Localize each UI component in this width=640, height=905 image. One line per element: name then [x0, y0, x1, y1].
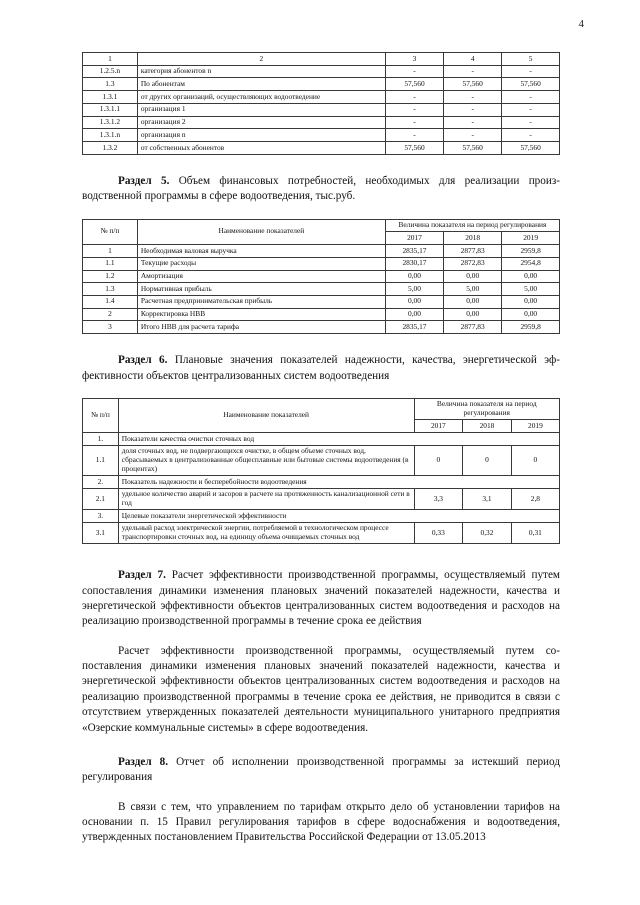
header-year-2017: 2017	[414, 420, 463, 433]
row-name: Показатели качества очистки сточных вод	[118, 433, 559, 446]
row-name: удельный расход электрической энергии, потребляемой в технологическом процессе транспортировки сточных вод, на единицу объема очищаемых сточных вод	[118, 522, 414, 543]
row-number: 1.3	[83, 283, 138, 296]
cell-2019: -	[502, 129, 560, 142]
cell-2017: 57,560	[385, 78, 443, 91]
table-row	[83, 142, 560, 155]
cell-2018: -	[444, 103, 502, 116]
spacer	[82, 630, 560, 644]
cell-2017: -	[385, 103, 443, 116]
row-number: 3.	[83, 510, 119, 523]
cell-2018: 3,1	[463, 488, 512, 509]
cell-2019: -	[502, 91, 560, 104]
cell-2019: 57,560	[502, 78, 560, 91]
section-7-heading	[82, 568, 560, 629]
table-row	[83, 488, 560, 509]
row-name: Целевые показатели энергетической эффективности	[118, 510, 559, 523]
cell-2019: 0	[511, 445, 559, 475]
table-row	[83, 129, 560, 142]
spacer	[82, 544, 560, 568]
row-number: 1.3.1	[83, 91, 138, 104]
section-8-paragraph: В связи с тем, что управлением по тарифам открыто дело об установлении тарифов на основании п. 15 Правил регулирования тарифов в сфере водоснабжения и водоотведения, утвержденных постановлением Правительства Российской Федерации от 13.05.2013	[82, 800, 560, 844]
cell-2017: -	[385, 91, 443, 104]
column-header: 5	[502, 53, 560, 66]
section-5-heading-text: Объем финансовых потребностей, необходимых для реализации производственной программы в сфере водоотведения, тыс.руб.	[82, 174, 561, 203]
header-no: № п/п	[83, 398, 119, 432]
cell-2017: -	[385, 129, 443, 142]
table-group-row	[83, 510, 560, 523]
row-number: 1.4	[83, 295, 138, 308]
cell-2019: 2959,8	[502, 245, 560, 258]
row-number: 1.3.2	[83, 142, 138, 155]
cell-2018: 0	[463, 445, 512, 475]
cell-2017: 2835,17	[385, 321, 443, 334]
cell-2017: 0,00	[385, 270, 443, 283]
row-number: 1.	[83, 433, 119, 446]
cell-2018: -	[444, 91, 502, 104]
row-name: организация 2	[137, 116, 385, 129]
column-header: 4	[444, 53, 502, 66]
spacer	[82, 155, 560, 174]
row-number: 1.1	[83, 257, 138, 270]
column-header: 1	[83, 53, 138, 66]
page-number: 4	[578, 18, 584, 30]
cell-2018: -	[444, 65, 502, 78]
table-row	[83, 445, 560, 475]
row-name: от собственных абонентов	[137, 142, 385, 155]
table-row	[83, 270, 560, 283]
section-5-heading	[82, 174, 560, 205]
cell-2018: -	[444, 129, 502, 142]
header-year-2018: 2018	[444, 232, 502, 245]
table-row	[83, 245, 560, 258]
section-6-heading	[82, 353, 560, 384]
section-7-paragraph: Расчет эффективности производственной программы, осуществляемый путем сопоставления динамики изменения плановых значений показателей надежности, качества и энергетической эффективности объектов централизованных систем водоотведения и расходов на реализацию производственной программы в течение срока ее действия, не приводится в связи с отсутствием утвержденных показателей деятельности муниципального унитарного предприятия «Озерские коммунальные системы» в сфере водоотведения.	[82, 644, 560, 734]
header-value-period: Величина показателя на период регулирования	[385, 219, 559, 232]
cell-2019: -	[502, 103, 560, 116]
column-header: 3	[385, 53, 443, 66]
cell-2018: 0,00	[444, 295, 502, 308]
column-header: 2	[137, 53, 385, 66]
cell-2017: 0,00	[385, 308, 443, 321]
spacer	[82, 736, 560, 755]
cell-2017: 2835,17	[385, 245, 443, 258]
row-name: По абонентам	[137, 78, 385, 91]
row-number: 2	[83, 308, 138, 321]
cell-2018: 2877,83	[444, 321, 502, 334]
header-year-2019: 2019	[511, 420, 559, 433]
row-number: 3	[83, 321, 138, 334]
cell-2018: 5,00	[444, 283, 502, 296]
table-row	[83, 257, 560, 270]
section-7-heading-text: Расчет эффективности производственной программы, осуществляемый путем сопоставления динамики изменения плановых значений показателей надежности, качества и энергетической эффективности объектов централизованных систем водоотведения и расходов на реализацию производственной программы в течение срока ее действия	[82, 569, 560, 628]
cell-2017: 57,560	[385, 142, 443, 155]
cell-2018: 2877,83	[444, 245, 502, 258]
row-name: удельное количество аварий и засоров в расчете на протяженность канализационной сети в год	[118, 488, 414, 509]
header-indicator-name: Наименование показателей	[118, 398, 414, 432]
row-number: 1.2	[83, 270, 138, 283]
row-number: 3.1	[83, 522, 119, 543]
cell-2017: -	[385, 116, 443, 129]
table-financial-needs	[82, 219, 560, 335]
cell-2018: 57,560	[444, 142, 502, 155]
row-name: Текущие расходы	[137, 257, 385, 270]
header-no: № п/п	[83, 219, 138, 244]
row-number: 2.	[83, 476, 119, 489]
table-header-row	[83, 219, 560, 232]
spacer	[82, 205, 560, 219]
cell-2019: 0,00	[502, 270, 560, 283]
row-number: 1.3	[83, 78, 138, 91]
row-name: от других организаций, осуществляющих водоотведение	[137, 91, 385, 104]
spacer	[82, 384, 560, 398]
row-name: доля сточных вод, не подвергающихся очистке, в общем объеме сточных вод, сбрасываемых в централизованные общесплавные или бытовые системы водоотведения (в процентах)	[118, 445, 414, 475]
section-7-label: Раздел 7.	[118, 569, 166, 582]
cell-2019: 0,00	[502, 295, 560, 308]
page-content	[82, 52, 560, 846]
header-year-2017: 2017	[385, 232, 443, 245]
cell-2018: 0,00	[444, 270, 502, 283]
table-abonenty-continued	[82, 52, 560, 155]
row-name: Корректировка НВВ	[137, 308, 385, 321]
cell-2019: 5,00	[502, 283, 560, 296]
section-8-heading	[82, 755, 560, 786]
header-year-2018: 2018	[463, 420, 512, 433]
cell-2019: 0,31	[511, 522, 559, 543]
spacer	[82, 334, 560, 353]
table-row	[83, 103, 560, 116]
table-row	[83, 91, 560, 104]
header-indicator-name: Наименование показателей	[137, 219, 385, 244]
cell-2018: 57,560	[444, 78, 502, 91]
table-row	[83, 116, 560, 129]
header-year-2019: 2019	[502, 232, 560, 245]
table-row	[83, 321, 560, 334]
cell-2017: 5,00	[385, 283, 443, 296]
row-name: Показатель надежности и бесперебойности водоотведения	[118, 476, 559, 489]
table-row	[83, 295, 560, 308]
row-name: Необходимая валовая выручка	[137, 245, 385, 258]
table-row	[83, 78, 560, 91]
table-row	[83, 283, 560, 296]
cell-2019: -	[502, 116, 560, 129]
section-5-label: Раздел 5.	[118, 174, 170, 187]
table-header-row	[83, 398, 560, 419]
cell-2019: 57,560	[502, 142, 560, 155]
cell-2018: 0,32	[463, 522, 512, 543]
table-header-row	[83, 53, 560, 66]
row-number: 1.2.5.n	[83, 65, 138, 78]
cell-2019: 0,00	[502, 308, 560, 321]
row-name: Амортизация	[137, 270, 385, 283]
row-number: 1.3.1.1	[83, 103, 138, 116]
cell-2018: -	[444, 116, 502, 129]
table-reliability-indicators	[82, 398, 560, 545]
cell-2019: 2,8	[511, 488, 559, 509]
section-8-label: Раздел 8.	[118, 755, 169, 768]
spacer	[82, 786, 560, 800]
row-name: Нормативная прибыль	[137, 283, 385, 296]
cell-2017: 3,3	[414, 488, 463, 509]
section-6-heading-text: Плановые значения показателей надежности, качества, энергетической эффективности объектов централизованных систем водоотведения	[82, 354, 560, 382]
row-number: 1.3.1.2	[83, 116, 138, 129]
row-number: 1.3.1.n	[83, 129, 138, 142]
table-group-row	[83, 476, 560, 489]
cell-2019: 2954,8	[502, 257, 560, 270]
row-name: Итого НВВ для расчета тарифа	[137, 321, 385, 334]
table-row	[83, 522, 560, 543]
cell-2017: 0,33	[414, 522, 463, 543]
cell-2019: -	[502, 65, 560, 78]
cell-2017: 2830,17	[385, 257, 443, 270]
row-number: 1.1	[83, 445, 119, 475]
cell-2018: 0,00	[444, 308, 502, 321]
row-name: Расчетная предпринимательская прибыль	[137, 295, 385, 308]
table-row	[83, 308, 560, 321]
section-8-heading-text: Отчет об исполнении производственной программы за истекший период регулирования	[82, 755, 561, 784]
row-number: 1	[83, 245, 138, 258]
row-name: организация n	[137, 129, 385, 142]
table-group-row	[83, 433, 560, 446]
cell-2017: 0	[414, 445, 463, 475]
cell-2017: -	[385, 65, 443, 78]
header-value-period: Величина показателя на период регулирования	[414, 398, 559, 419]
section-6-label: Раздел 6.	[118, 354, 168, 367]
row-name: категория абонентов n	[137, 65, 385, 78]
row-name: организация 1	[137, 103, 385, 116]
cell-2018: 2872,83	[444, 257, 502, 270]
row-number: 2.1	[83, 488, 119, 509]
cell-2019: 2959,8	[502, 321, 560, 334]
table-row	[83, 65, 560, 78]
cell-2017: 0,00	[385, 295, 443, 308]
